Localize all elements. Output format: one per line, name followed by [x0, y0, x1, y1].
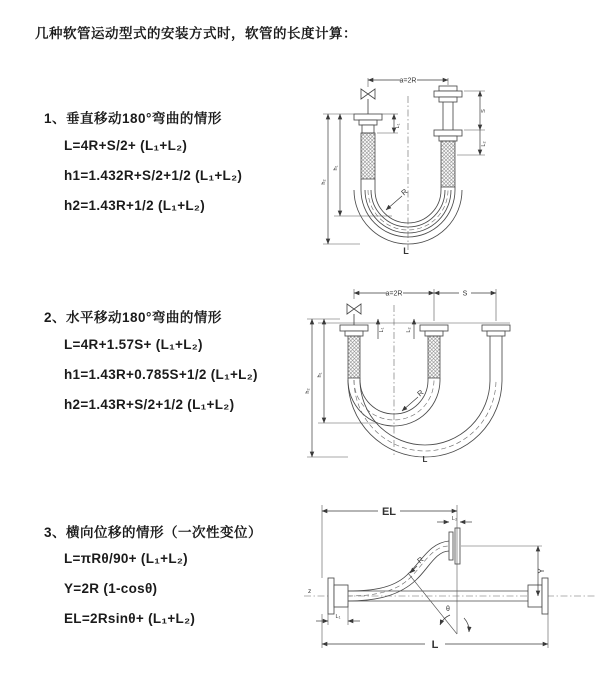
section-2-heading: 2、水平移动180°弯曲的情形 — [44, 310, 222, 325]
right-hose-end — [434, 86, 462, 187]
dim-label-height-outer: h₂ — [305, 388, 311, 394]
dim-label-radius: R — [415, 387, 426, 399]
dim-label-fitting-left: L₁ — [379, 327, 385, 333]
page-title: 几种软管运动型式的安装方式时，软管的长度计算： — [35, 26, 357, 41]
middle-hose-end — [420, 325, 448, 378]
left-hose-end — [354, 114, 382, 179]
dim-label-span: a=2R — [385, 290, 403, 298]
section-1-formula-L: L=4R+S/2+ (L₁+L₂) — [64, 138, 188, 153]
dim-label-fitting-left: L₁ — [395, 123, 401, 129]
dim-label-height-outer: h₂ — [321, 179, 327, 185]
section-3-heading: 3、横向位移的情形（一次性变位） — [44, 525, 263, 540]
dim-label-angle: θ — [446, 606, 450, 613]
dim-label-height-inner: h₁ — [317, 372, 323, 378]
dim-label-length: L — [431, 639, 439, 651]
dim-label-span: a=2R — [399, 77, 417, 85]
section-3-formula-Y: Y=2R (1-cosθ) — [64, 581, 158, 596]
left-hose-end — [340, 325, 368, 378]
section-3-formula-L: L=πRθ/90+ (L₁+L₂) — [64, 551, 188, 566]
dim-label-fitting-left: L₁ — [335, 614, 341, 620]
dim-label-height-inner: h₁ — [333, 165, 339, 171]
diagram-lateral-displacement — [300, 499, 600, 661]
section-2-formula-h1: h1=1.43R+0.785S+1/2 (L₁+L₂) — [64, 367, 258, 382]
section-1-formula-h1: h1=1.432R+S/2+1/2 (L₁+L₂) — [64, 168, 243, 183]
dim-label-radius: R — [415, 554, 426, 566]
displaced-flange — [449, 528, 460, 564]
shifted-hose-end — [482, 325, 510, 348]
section-1-formula-h2: h2=1.43R+1/2 (L₁+L₂) — [64, 198, 206, 213]
hose-u-bends — [348, 348, 502, 457]
dim-label-gap: S — [481, 109, 487, 113]
dim-label-length: L — [422, 455, 428, 463]
dim-label-length: L — [403, 246, 409, 256]
dim-label-radius: R — [399, 186, 410, 198]
dim-label-fitting-right: L₂ — [481, 141, 487, 147]
section-2-formula-h2: h2=1.43R+S/2+1/2 (L₁+L₂) — [64, 397, 235, 412]
dim-label-fitting-top: L₂ — [451, 516, 458, 522]
datum-mark: z — [308, 588, 312, 595]
section-3-formula-EL: EL=2Rsinθ+ (L₁+L₂) — [64, 611, 196, 626]
section-2-formula-L: L=4R+1.57S+ (L₁+L₂) — [64, 337, 203, 352]
section-1-heading: 1、垂直移动180°弯曲的情形 — [44, 111, 222, 126]
hose-s-curve — [348, 541, 449, 601]
dim-label-extended-length: EL — [381, 506, 397, 518]
dim-label-shift: S — [462, 290, 468, 298]
dim-label-offset: Y — [537, 568, 546, 574]
valve-icon — [347, 304, 361, 325]
diagram-vertical-180-bend — [320, 70, 530, 258]
dim-label-fitting-mid: L₂ — [406, 327, 412, 333]
diagram-horizontal-180-bend — [304, 283, 594, 463]
valve-icon — [361, 89, 375, 114]
